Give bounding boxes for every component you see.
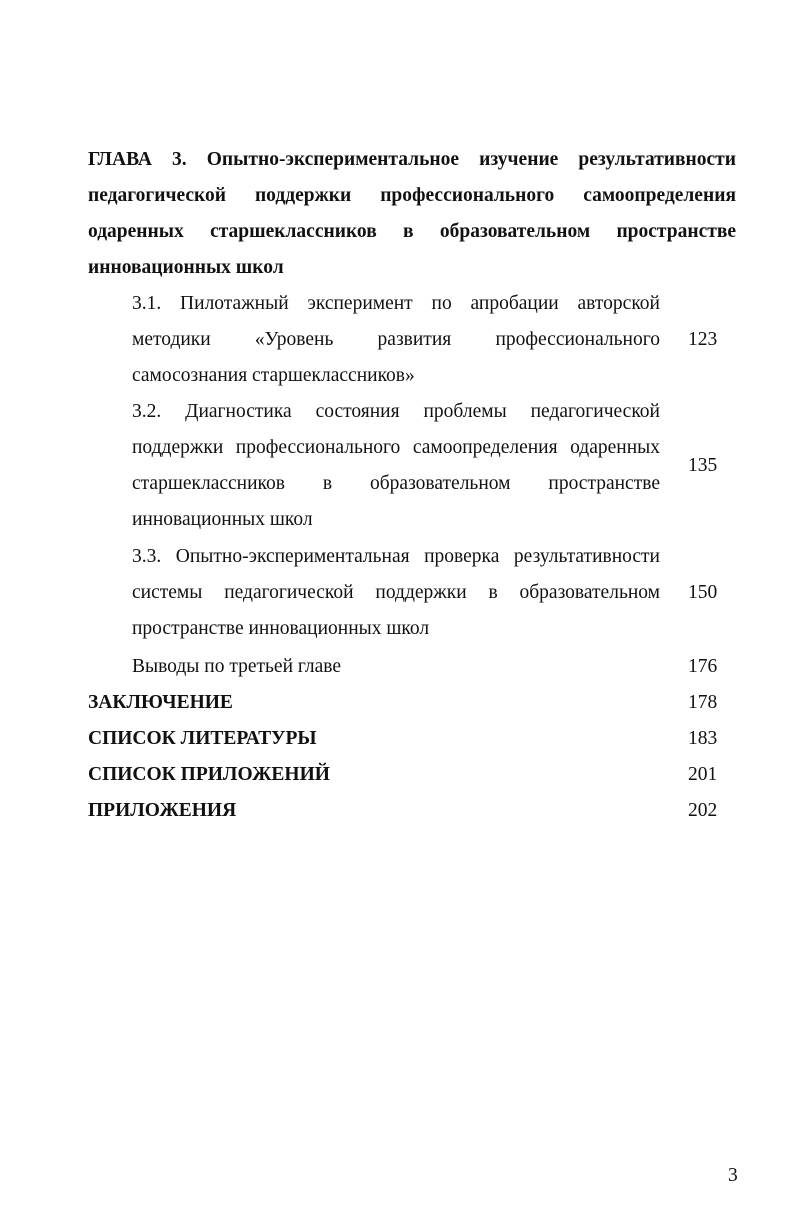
toc-page-appendices: 202 xyxy=(688,800,718,821)
toc-page-3-3: 150 xyxy=(688,582,718,603)
toc-entry-3-3: 3.3. Опытно-экспериментальная проверка результативности системы педагогической поддержки в образовательном пространстве инновационных школ xyxy=(132,546,660,639)
toc-entry-zaklyuchenie: ЗАКЛЮЧЕНИЕ xyxy=(88,692,233,713)
toc-entry-conclusions: Выводы по третьей главе xyxy=(132,656,342,677)
toc-entry-appendix-list: СПИСОК ПРИЛОЖЕНИЙ xyxy=(88,764,330,785)
toc-entry-3-1: 3.1. Пилотажный эксперимент по апробации авторской методики «Уровень развития профессионального самосознания старшеклассников» xyxy=(132,293,660,386)
toc-entry-3-2: 3.2. Диагностика состояния проблемы педагогической поддержки профессионального самоопределения одаренных старшеклассников в образовательном пространстве инновационных школ xyxy=(132,401,660,530)
toc-page-3-1: 123 xyxy=(688,329,718,350)
toc-page-literature: 183 xyxy=(688,728,718,749)
page-number: 3 xyxy=(728,1165,738,1186)
chapter-heading: ГЛАВА 3. Опытно-экспериментальное изучение результативности педагогической поддержки профессионального самоопределения одаренных старшеклассников в образовательном пространстве инновационных школ xyxy=(88,149,736,278)
toc-page-3-2: 135 xyxy=(688,455,718,476)
toc-entry-appendices: ПРИЛОЖЕНИЯ xyxy=(88,800,237,821)
toc-page-zaklyuchenie: 178 xyxy=(688,692,718,713)
toc-page-appendix-list: 201 xyxy=(688,764,718,785)
toc-entry-literature: СПИСОК ЛИТЕРАТУРЫ xyxy=(88,728,317,749)
toc-page-conclusions: 176 xyxy=(688,656,718,677)
